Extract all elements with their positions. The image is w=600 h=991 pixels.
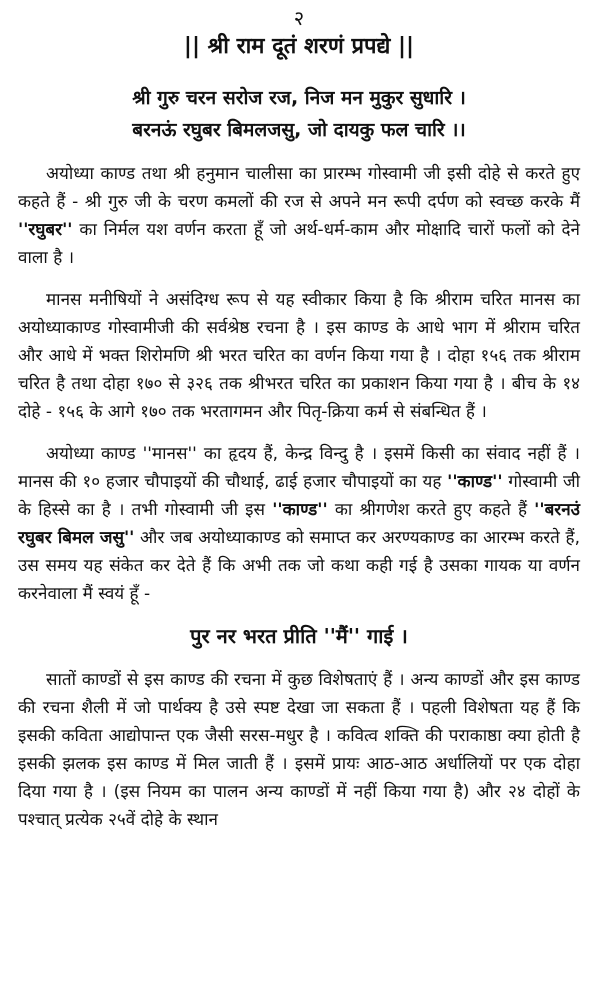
paragraph-3-emphasis-3: ''बरनउं रघुबर बिमल जसु''	[18, 500, 580, 548]
paragraph-1-text-c: का निर्मल यश वर्णन करता हूँ जो अर्थ-धर्म-काम और मोक्षादि चारों फलों को देने वाला है ।	[18, 220, 580, 268]
doha-line-2: बरनऊं रघुबर बिमलजसु, जो दायकु फल चारि ।।	[132, 119, 466, 141]
doha-line-1: श्री गुरु चरन सरोज रज, निज मन मुकुर सुधारि ।	[132, 87, 466, 109]
paragraph-3-text-g: और जब अयोध्याकाण्ड को समाप्त कर अरण्यकाण्ड का आरम्भ करते हैं, उस समय यह संकेत कर देते हैं कि अभी तक जो कथा कही गई है उसका गायक या वर्णन करनेवाला मैं स्वयं हूँ -	[18, 528, 580, 604]
doha-verse	[18, 82, 580, 146]
invocation-heading: || श्री राम दूतं शरणं प्रपद्ये ||	[183, 34, 415, 59]
paragraph-3-text-e: का श्रीगणेश करते हुए कहते हैं	[327, 500, 535, 520]
paragraph-1	[18, 160, 580, 272]
paragraph-3-text-a: अयोध्या काण्ड ''मानस'' का हृदय हैं, केन्द्र विन्दु है । इसमें किसी का संवाद नहीं हैं । मानस की १० हजार चौपाइयों की चौथाई, ढाई हजार चौपाइयों का यह	[18, 444, 580, 492]
paragraph-3	[18, 440, 580, 608]
page-number: २	[293, 6, 305, 30]
paragraph-3-emphasis-1: ''काण्ड''	[447, 472, 503, 492]
paragraph-4: सातों काण्डों से इस काण्ड की रचना में कुछ विशेषताएं हैं । अन्य काण्डों और इस काण्ड की रचना शैली में जो पार्थक्य है उसे स्पष्ट देखा जा सकता हैं । पहली विशेषता यह हैं कि इसकी कविता आद्योपान्त एक जैसी सरस-मधुर है । कवित्व शक्ति की पराकाष्ठा क्या होती है इसकी झलक इस काण्ड में मिल जाती हैं । इसमें प्रायः आठ-आठ अर्धालियों पर एक दोहा दिया गया है । (इस नियम का पालन अन्य काण्डों में नहीं किया गया है) और २४ दोहों के पश्चात् प्रत्येक २५वें दोहे के स्थान	[18, 670, 580, 830]
paragraph-3-text-c: गोस्वामी जी के हिस्से का है । तभी गोस्वामी जी इस	[18, 472, 580, 520]
paragraph-1-text-a: अयोध्या काण्ड तथा श्री हनुमान चालीसा का प्रारम्भ गोस्वामी जी इसी दोहे से करते हुए कहते हैं - श्री गुरु जी के चरण कमलों की रज से अपने मन रूपी दर्पण को स्वच्छ करके मैं	[18, 164, 580, 212]
paragraph-2: मानस मनीषियों ने असंदिग्ध रूप से यह स्वीकार किया है कि श्रीराम चरित मानस का अयोध्याकाण्ड गोस्वामीजी की सर्वश्रेष्ठ रचना है । इस काण्ड के आधे भाग में श्रीराम चरित और आधे में भक्त शिरोमणि श्री भरत चरित का वर्णन किया गया है । दोहा १५६ तक श्रीराम चरित है तथा दोहा १७० से ३२६ तक श्रीभरत चरित का प्रकाशन किया गया है । बीच के १४ दोहे - १५६ के आगे १७० तक भरतागमन और पितृ-क्रिया कर्म से संबन्धित हैं ।	[18, 290, 580, 422]
verse-quote: पुर नर भरत प्रीति ''मैं'' गाई ।	[190, 624, 408, 648]
paragraph-3-emphasis-2: ''काण्ड''	[272, 500, 328, 520]
paragraph-1-emphasis: ''रघुबर''	[18, 220, 73, 240]
